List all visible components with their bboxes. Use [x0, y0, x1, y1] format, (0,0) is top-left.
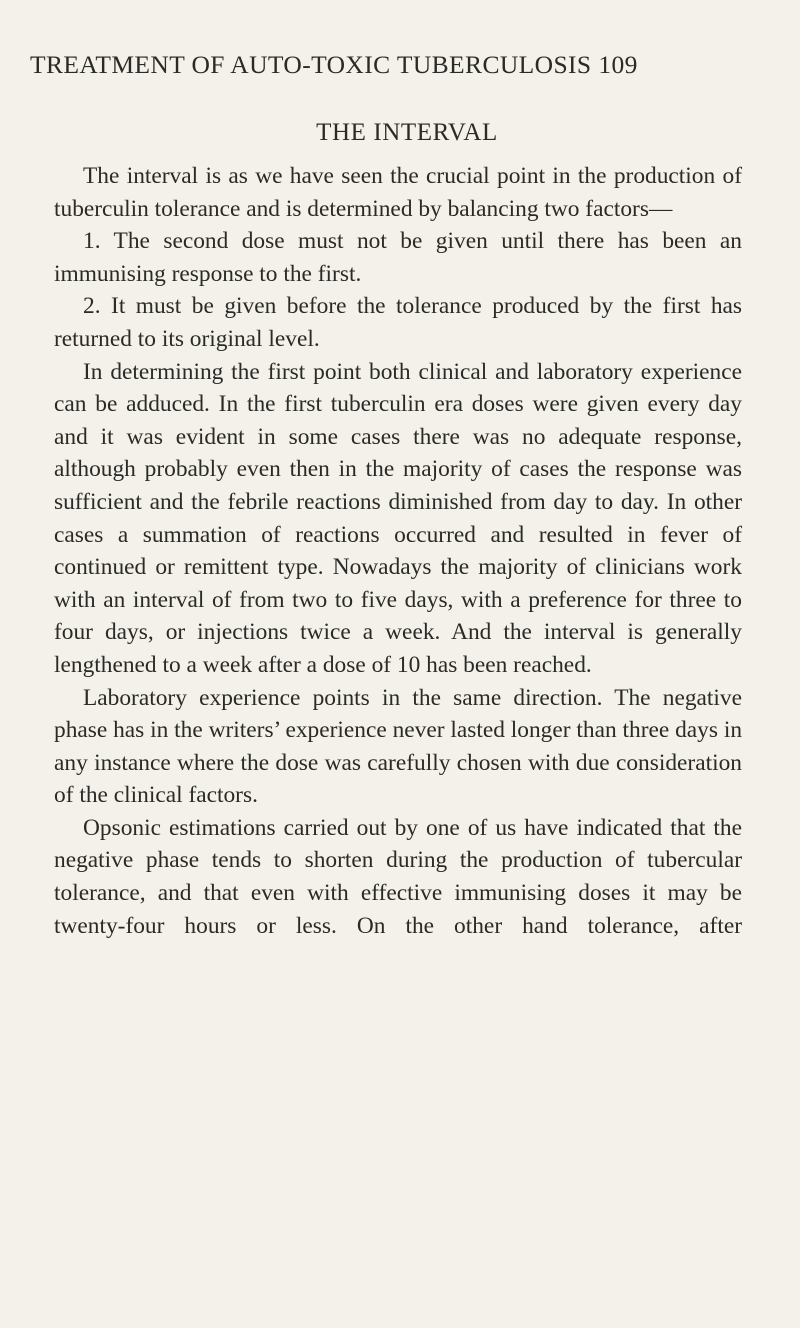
paragraph-intro: The interval is as we have seen the crucial point in the production of tuberculin tolerance and is determined by balancing two factors— [54, 163, 742, 222]
paragraph-clinical-experience: In determining the first point both clinical and laboratory experience can be adduced. In the first tuberculin era doses were given every day and it was evident in some cases there was no adequate response, although probably even then in the majority of cases the response was sufficient and the febrile reactions diminished from day to day. In other cases a summation of reactions occurred and resulted in fever of continued or remittent type. Nowadays the majority of clinicians work with an interval of from two to five days, with a preference for three to four days, or injections twice a week. And the interval is generally lengthened to a week after a dose of 10 has been reached. [54, 358, 742, 678]
paragraph-factor-1: 1. The second dose must not be given until there has been an immunising response to the first. [54, 228, 742, 287]
paragraph-factor-2: 2. It must be given before the tolerance produced by the first has returned to its original level. [54, 293, 742, 352]
page-number: 109 [598, 50, 638, 79]
running-head [30, 52, 770, 78]
section-title: THE INTERVAL [316, 119, 498, 146]
paragraph-opsonic-estimations: Opsonic estimations carried out by one of us have indicated that the negative phase tends to shorten during the production of tubercular tolerance, and that even with effective immunising doses it may be twenty-four hours or less. On the other hand tolerance, after [54, 814, 742, 939]
paragraph-laboratory-experience: Laboratory experience points in the same direction. The negative phase has in the writers’ experience never lasted longer than three days in any instance where the dose was carefully chosen with due consideration of the clinical factors. [54, 684, 743, 809]
running-title: TREATMENT OF AUTO-TOXIC TUBERCULOSIS [30, 50, 592, 79]
body-text [54, 160, 742, 942]
